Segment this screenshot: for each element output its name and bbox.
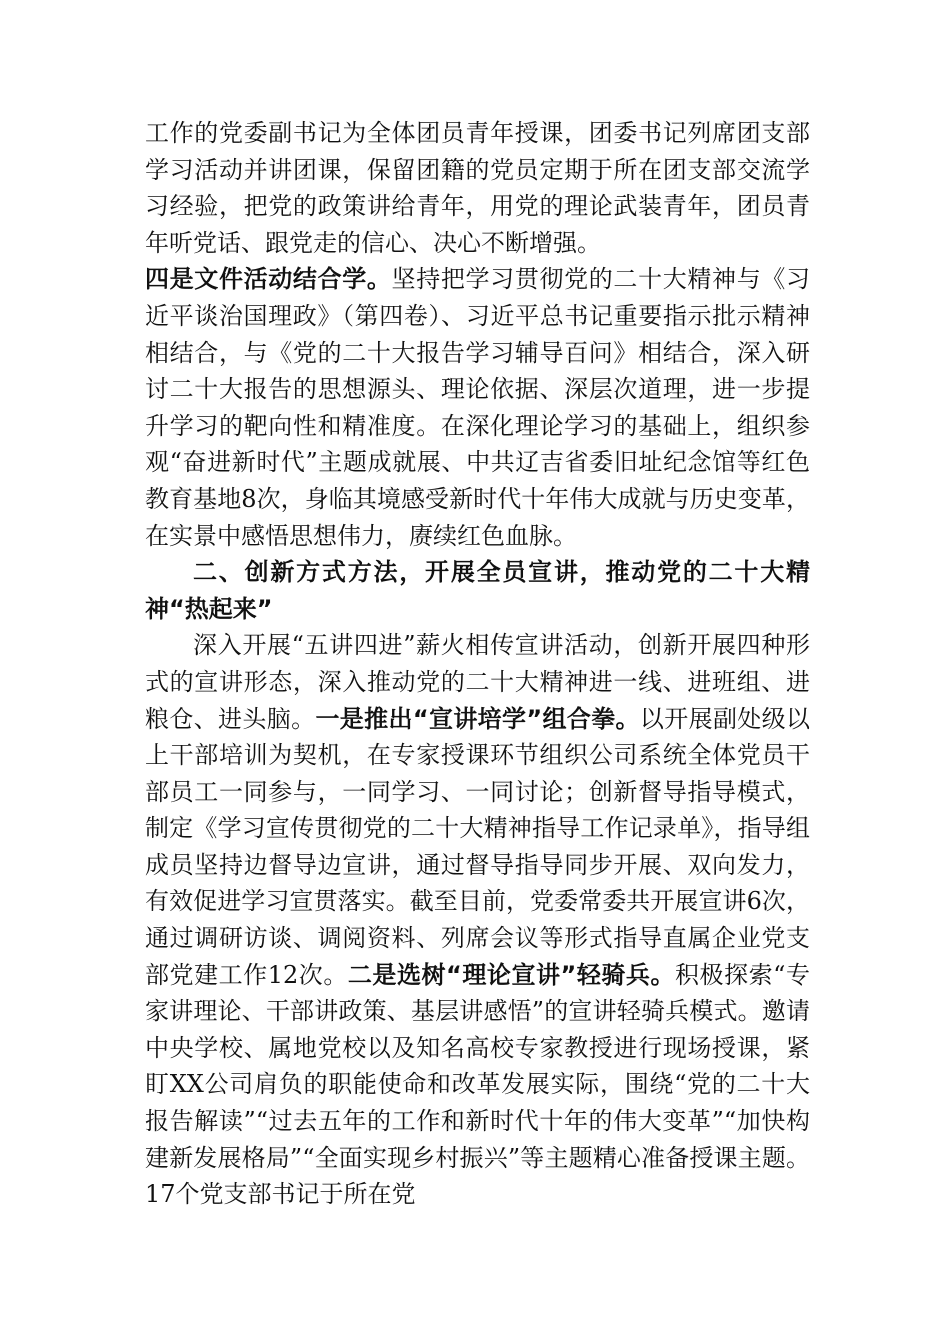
paragraph-continued bbox=[145, 115, 810, 261]
paragraph-text: 深入开展“五讲四进”薪火相传宣讲活动，创新开展四种形式的宣讲形态，深入推动党的二十大精神进一线、进班组、进粮仓、进头脑。 bbox=[145, 631, 810, 733]
paragraph-text: 积极探索“专家讲理论、干部讲政策、基层讲感悟”的宣讲轻骑兵模式。邀请中央学校、属地党校以及知名高校专家教授进行现场授课，紧盯XX公司肩负的职能使命和改革发展实际，围绕“党的二十大报告解读”“过去五年的工作和新时代十年的伟大变革”“加快构建新发展格局”“全面实现乡村振兴”等主题精心准备授课主题。17个党支部书记于所在党 bbox=[145, 960, 810, 1209]
section-heading: 二、创新方式方法，开展全员宣讲，推动党的二十大精神“热起来” bbox=[145, 558, 810, 623]
paragraph-text: 工作的党委副书记为全体团员青年授课，团委书记列席团支部学习活动并讲团课，保留团籍的党员定期于所在团支部交流学习经验，把党的政策讲给青年，用党的理论武装青年，团员青年听党话、跟党走的信心、决心不断增强。 bbox=[145, 119, 810, 257]
paragraph-lead-bold: 一是推出“宣讲培学”组合拳。 bbox=[315, 704, 640, 733]
document-body bbox=[145, 115, 810, 1213]
paragraph-lead-bold: 四是文件活动结合学。 bbox=[145, 265, 392, 294]
paragraph-lead-bold: 二是选树“理论宣讲”轻骑兵。 bbox=[347, 960, 676, 989]
paragraph-lecture bbox=[145, 627, 810, 1213]
paragraph-text: 坚持把学习贯彻党的二十大精神与《习近平谈治国理政》（第四卷）、习近平总书记重要指示批示精神相结合，与《党的二十大报告学习辅导百问》相结合，深入研讨二十大报告的思想源头、理论依据、深层次道理，进一步提升学习的靶向性和精准度。在深化理论学习的基础上，组织参观“奋进新时代”主题成就展、中共辽吉省委旧址纪念馆等红色教育基地8次，身临其境感受新时代十年伟大成就与历史变革，在实景中感悟思想伟力，赓续红色血脉。 bbox=[145, 265, 811, 550]
paragraph-text: 以开展副处级以上干部培训为契机，在专家授课环节组织公司系统全体党员干部员工一同参与，一同学习、一同讨论；创新督导指导模式，制定《学习宣传贯彻党的二十大精神指导工作记录单》，指导组成员坚持边督导边宣讲，通过督导指导同步开展、双向发力，有效促进学习宣贯落实。截至目前，党委常委共开展宣讲6次，通过调研访谈、调阅资料、列席会议等形式指导直属企业党支部党建工作12次。 bbox=[145, 704, 811, 989]
paragraph-file-activity bbox=[145, 261, 810, 554]
